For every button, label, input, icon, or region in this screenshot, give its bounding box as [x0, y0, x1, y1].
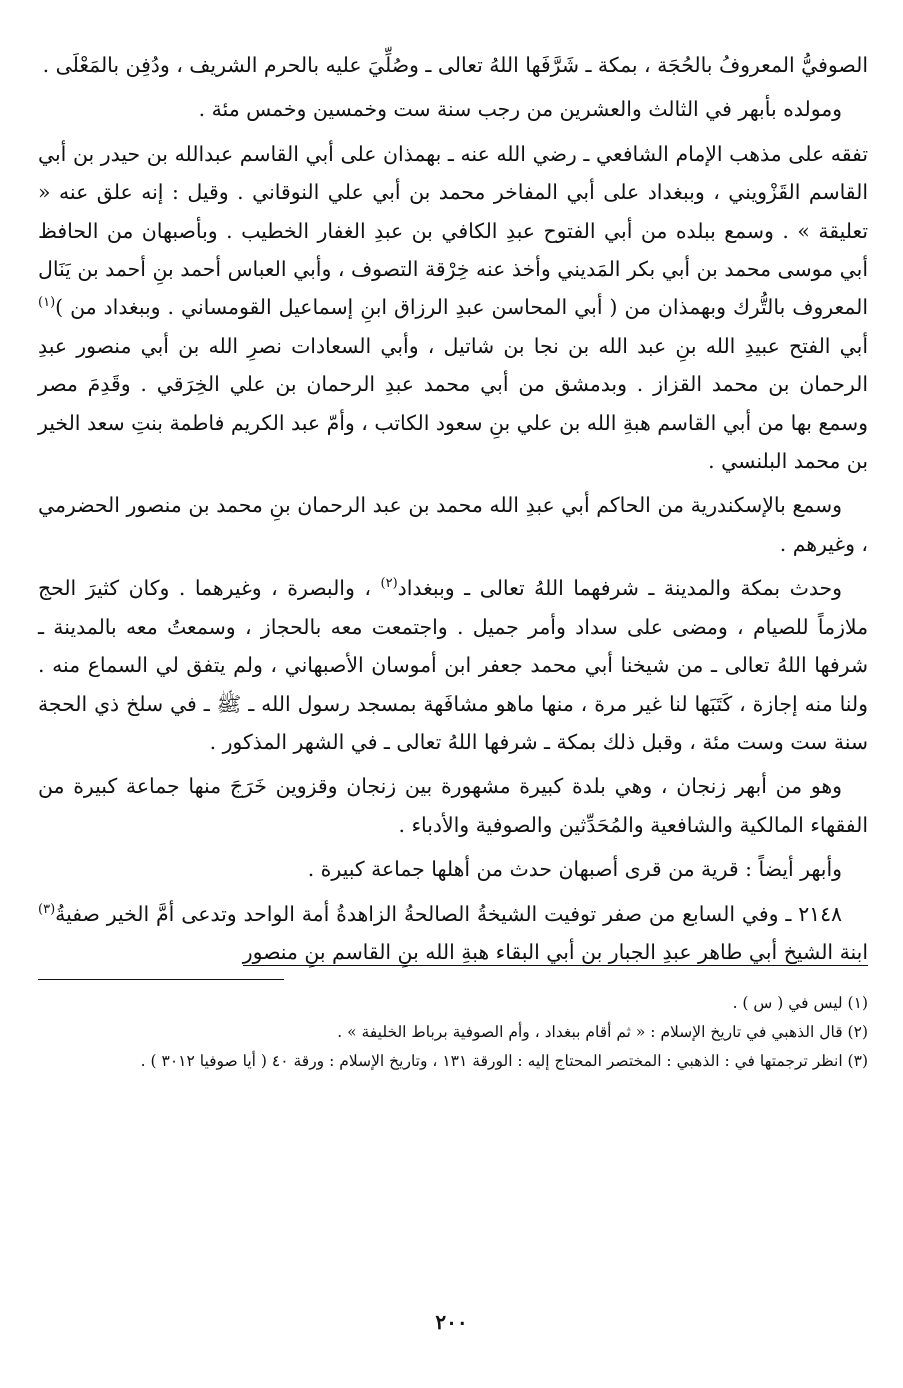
entry-2148-text-a: ٢١٤٨ ـ وفي السابع من صفر توفيت الشيخةُ الصالحةُ الزاهدةُ أمة الواحد وتدعى أمَّ الخير صفيةُ [55, 901, 842, 926]
page-number: ٢٠٠ [435, 1310, 468, 1334]
paragraph-1 [38, 46, 868, 84]
paragraph-abhar-village [38, 850, 868, 888]
footnote-ref-1: (١) [38, 295, 56, 311]
paragraph-narration-text-a: وحدث بمكة والمدينة ـ شرفهما اللهُ تعالى ـ وببغداد [397, 576, 842, 601]
paragraph-narration-text-b: ، والبصرة ، وغيرهما . وكان كثيرَ الحج ملازماً للصيام ، ومضى على سداد وأمر جميل . واجتمعت معه بالحجاز ، وسمعتُ معه بالمدينة ـ شرفها اللهُ تعالى ـ من شيخنا أبي محمد جعفر ابن أموسان الأصبهاني ، ولم يتفق لي السماع منه . ولنا منه إجازة ، كَتَبَها لنا غير مرة ، منها ماهو مشافَهة بمسجد رسول الله ـ ﷺ ـ في سلخ ذي الحجة سنة ست وست مئة ، وقبل ذلك بمكة ـ شرفها اللهُ تعالى ـ في الشهر المذكور . [38, 576, 868, 754]
page-body [38, 46, 868, 1075]
paragraph-abhar-village-text: وأبهر أيضاً : قرية من قرى أصبهان حدث من أهلها جماعة كبيرة . [307, 857, 842, 882]
paragraph-abhar-text: وهو من أبهر زنجان ، وهي بلدة كبيرة مشهورة بين زنجان وقزوين خَرَجَ منها جماعة كبيرة من الفقهاء المالكية والشافعية والمُحَدِّثين والصوفية والأدباء . [38, 774, 868, 837]
footnotes-divider [38, 979, 284, 980]
footnote-ref-3: (٣) [38, 901, 56, 917]
entry-2148-text-b: ابنة الشيخ أبي طاهر عبدِ الجبار بن أبي البقاء هبةِ الله بنِ القاسم بنِ منصور [242, 939, 868, 964]
footnote-1: (١) ليس في ( س ) . [732, 994, 868, 1013]
paragraph-abhar [38, 767, 868, 844]
footnote-3: (٣) انظر ترجمتها في : الذهبي : المختصر المحتاج إليه : الورقة ١٣١ ، وتاريخ الإسلام : ورقة ٤٠ ( أيا صوفيا ٣٠١٢ ) . [140, 1052, 868, 1071]
footnote-2: (٢) قال الذهبي في تاريخ الإسلام : « ثم أقام ببغداد ، وأم الصوفية برباط الخليفة » . [337, 1023, 868, 1042]
paragraph-narration [38, 569, 868, 761]
paragraph-study-text-a: تفقه على مذهب الإمام الشافعي ـ رضي الله عنه ـ بهمذان على أبي القاسم عبدالله بن حيدر بن أبي القاسم القَزْويني ، وببغداد على أبي المفاخر محمد بن أبي علي النوقاني . وقيل : إنه علق عنه « تعليقة » . وسمع ببلده من أبي الفتوح عبدِ الكافي بن عبدِ الغفار الخطيب . وبأصبهان من الحافظ أبي موسى محمد بن أبي بكر المَديني وأخذ عنه خِرْقة التصوف ، وأبي العباس أحمد بنِ أحمد بن يَنَال المعروف بالتُّرك وبهمذان من ( أبي المحاسن عبدِ الرزاق ابنِ إسماعيل القومساني . وببغداد من ) [38, 141, 868, 320]
paragraph-alexandria-text: وسمع بالإسكندرية من الحاكم أبي عبدِ الله محمد بن عبد الرحمان بنِ محمد بن منصور الحضرمي ، وغيرهم . [38, 493, 868, 556]
footnotes [38, 990, 868, 1075]
paragraph-birth-text: ومولده بأبهر في الثالث والعشرين من رجب سنة ست وخمسين وخمس مئة . [198, 97, 842, 122]
paragraph-study-text-b: أبي الفتح عبيدِ الله بنِ عبد الله بن نجا بن شاتيل ، وأبي السعادات نصرِ الله بن أبي منصور عبدِ الرحمان بن محمد القزاز . وبدمشق من أبي محمد عبدِ الرحمان بن علي الخِرَقي . وقَدِمَ مصر وسمع بها من أبي القاسم هبةِ الله بن علي بنِ سعود الكاتب ، وأمّ عبد الكريم فاطمة بنتِ سعد الخير بن محمد البلنسي . [38, 333, 868, 474]
paragraph-study [38, 135, 868, 481]
footnote-ref-2: (٢) [380, 576, 398, 592]
entry-2148 [38, 895, 868, 972]
paragraph-birth [38, 90, 868, 128]
paragraph-alexandria [38, 486, 868, 563]
paragraph-1-text: الصوفيُّ المعروفُ بالحُجَة ، بمكة ـ شَرَّفَها اللهُ تعالى ـ وصُلِّيَ عليه بالحرم الشريف ، ودُفِن بالمَعْلَى . [42, 53, 868, 77]
